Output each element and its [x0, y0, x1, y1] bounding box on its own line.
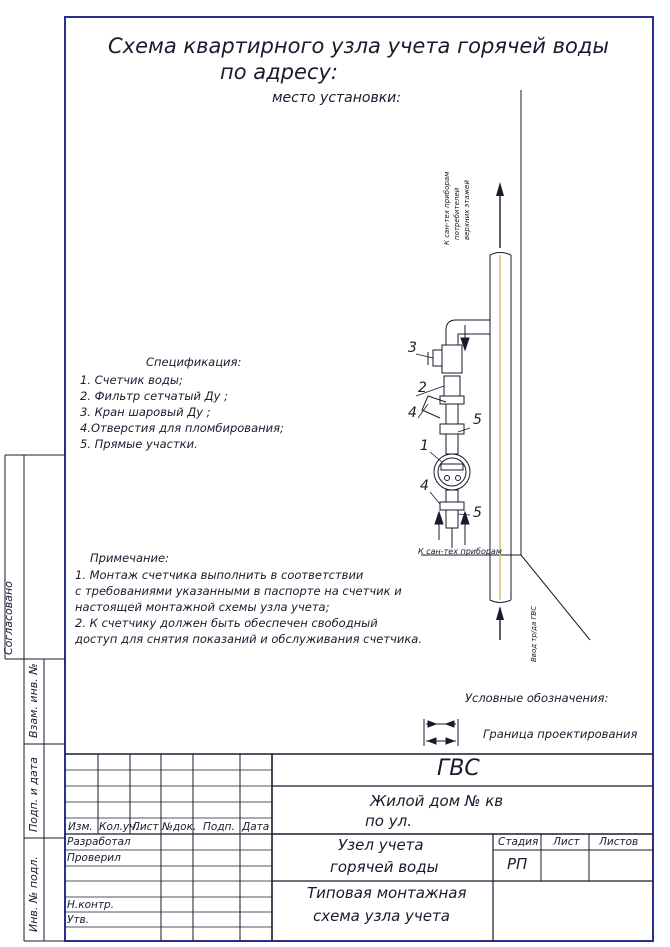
header-date: Дата: [242, 821, 270, 833]
header-doc-no: №док.: [162, 821, 197, 833]
document-code: ГВС: [437, 756, 480, 781]
outer-frame: [65, 17, 653, 941]
stage-value: РП: [507, 855, 528, 873]
note-line: с требованиями указанными в паспорте на счетчик и: [75, 584, 402, 598]
unit-name-line2: горячей воды: [330, 858, 439, 876]
header-qty: Кол.уч.: [99, 821, 139, 833]
inlet-label: Ввод тр/да ГВС: [530, 605, 538, 662]
spec-item: 3. Кран шаровый Ду ;: [80, 405, 211, 419]
side-agreed-label: Согласовано: [2, 581, 15, 655]
side-sign-date-label: Подп. и дата: [27, 757, 40, 832]
role-developed: Разработал: [67, 836, 131, 848]
role-norm-control: Н.контр.: [67, 899, 114, 911]
stage-label: Стадия: [498, 836, 539, 848]
boundary-symbol: [424, 719, 458, 746]
side-orig-inv-label: Инв. № подл.: [27, 856, 40, 932]
note-line: 2. К счетчику должен быть обеспечен свободный: [75, 616, 378, 630]
sheet-label: Лист: [553, 836, 580, 848]
spec-item: 1. Счетчик воды;: [80, 373, 183, 387]
riser-pipe: [490, 182, 511, 640]
legend-heading: Условные обозначения:: [465, 691, 609, 705]
callout-5-lower: 5: [473, 505, 482, 521]
legend-boundary-label: Граница проектирования: [483, 727, 638, 741]
doc-name-line1: Типовая монтажная: [307, 884, 467, 902]
flow-arrows: [435, 325, 469, 545]
header-change: Изм.: [68, 821, 93, 833]
consumer-fixtures-label: К сан-тех приборам: [418, 547, 502, 556]
note-line: настоящей монтажной схемы узла учета;: [75, 600, 330, 614]
callout-2: 2: [418, 380, 427, 396]
role-checked: Проверил: [67, 852, 121, 864]
upper-consumers-label: К сан-тех приборам: [443, 171, 451, 245]
side-replace-inv-label: Взам. инв. №: [27, 663, 40, 738]
upper-consumers-label: верхних этажей: [463, 180, 471, 240]
object-address-line2: по ул.: [365, 812, 412, 830]
drawing-title-address: по адресу:: [220, 60, 338, 84]
note-line: 1. Монтаж счетчика выполнить в соответствии: [75, 568, 364, 582]
doc-name-line2: схема узла учета: [313, 907, 450, 925]
sheets-count-label: Листов: [599, 836, 639, 848]
callout-3: 3: [408, 340, 417, 356]
callout-4: 4: [408, 405, 417, 421]
callout-1: 1: [420, 438, 429, 454]
installation-place-label: место установки:: [272, 90, 402, 106]
spec-item: 2. Фильтр сетчатый Ду ;: [80, 389, 228, 403]
notes-heading: Примечание:: [90, 551, 169, 565]
specification-heading: Спецификация:: [146, 355, 242, 369]
object-address-line1: Жилой дом № кв: [370, 792, 504, 810]
header-sign: Подп.: [203, 821, 235, 833]
drawing-title: Схема квартирного узла учета горячей воды: [108, 34, 609, 58]
callout-4-lower: 4: [420, 478, 429, 494]
header-sheet: Лист: [132, 821, 159, 833]
role-approved: Утв.: [67, 914, 90, 926]
unit-name-line1: Узел учета: [338, 836, 424, 854]
spec-item: 4.Отверстия для пломбирования;: [80, 421, 284, 435]
upper-consumers-label: потребителей: [453, 187, 461, 240]
note-line: доступ для снятия показаний и обслуживания счетчика.: [75, 632, 422, 646]
callout-5: 5: [473, 412, 482, 428]
spec-item: 5. Прямые участки.: [80, 437, 198, 451]
